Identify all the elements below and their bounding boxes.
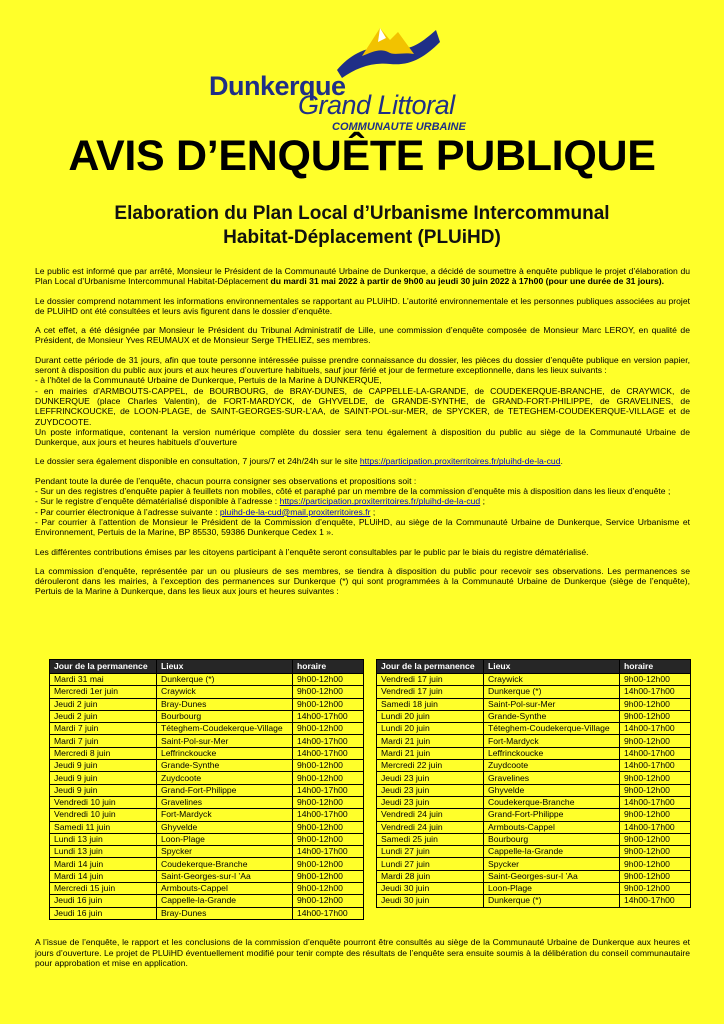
cell-horaire: 14h00-17h00: [293, 747, 364, 759]
paragraph-intro: Le public est informé que par arrêté, Monsieur le Président de la Communauté Urbaine de Dunkerque, a décidé de soumettre à enquête publique le projet d’élaboration du Plan Local d’Urbanisme Intercommunal Habitat-Déplacement du mardi 31 mai 2022 à partir de 9h00 au jeudi 30 juin 2022 à 17h00 (pour une durée de 31 jours).: [35, 266, 690, 287]
cell-jour: Mardi 31 mai: [50, 674, 157, 686]
permanences-table-left: [49, 659, 364, 920]
table-row: [377, 710, 691, 722]
table-row: [377, 796, 691, 808]
cell-horaire: 9h00-12h00: [620, 674, 691, 686]
cell-lieu: Saint-Georges-sur-l ’Aa: [157, 870, 293, 882]
cell-horaire: 14h00-17h00: [293, 710, 364, 722]
cell-lieu: Leffrinckoucke: [484, 747, 620, 759]
logo-text-dunkerque: Dunkerque: [209, 71, 346, 101]
logo-graphic: [332, 22, 442, 82]
cell-lieu: Spycker: [157, 846, 293, 858]
cell-lieu: Loon-Plage: [157, 833, 293, 845]
cell-horaire: 9h00-12h00: [620, 698, 691, 710]
table-row: [50, 895, 364, 907]
registre-link[interactable]: https://participation.proxiterritoires.fr/pluihd-de-la-cud: [279, 496, 481, 507]
cell-horaire: 14h00-17h00: [293, 784, 364, 796]
cell-jour: Mardi 14 juin: [50, 858, 157, 870]
cell-horaire: 14h00-17h00: [620, 796, 691, 808]
cell-jour: Lundi 13 juin: [50, 833, 157, 845]
cell-horaire: 14h00-17h00: [620, 821, 691, 833]
cell-jour: Mardi 21 juin: [377, 735, 484, 747]
table-row: [377, 760, 691, 772]
cell-jour: Jeudi 9 juin: [50, 760, 157, 772]
paragraph-dossier: Le dossier comprend notamment les informations environnementales se rapportant au PLUiHD. L’autorité environnementale et les personnes publiques associées au projet de PLUiHD ont été consultées et leurs avis figurent dans le dossier d’enquête.: [35, 295, 690, 316]
cell-horaire: 14h00-17h00: [293, 735, 364, 747]
table-row: [50, 772, 364, 784]
cell-lieu: Gravelines: [484, 772, 620, 784]
cell-horaire: 9h00-12h00: [293, 674, 364, 686]
cell-jour: Samedi 11 juin: [50, 821, 157, 833]
cell-jour: Jeudi 16 juin: [50, 907, 157, 919]
table-row: [50, 858, 364, 870]
cell-lieu: Zuydcoote: [157, 772, 293, 784]
table-row: [50, 784, 364, 796]
cell-horaire: 9h00-12h00: [293, 723, 364, 735]
cell-lieu: Cappelle-la-Grande: [157, 895, 293, 907]
cell-lieu: Coudekerque-Branche: [157, 858, 293, 870]
table-row: [377, 883, 691, 895]
cell-jour: Lundi 20 juin: [377, 710, 484, 722]
col-header-jour: Jour de la permanence: [377, 660, 484, 674]
cell-lieu: Zuydcoote: [484, 760, 620, 772]
page-title: AVIS D’ENQUÊTE PUBLIQUE: [68, 132, 656, 180]
cell-horaire: 9h00-12h00: [620, 883, 691, 895]
cell-lieu: Cappelle-la-Grande: [484, 846, 620, 858]
cell-jour: Vendredi 24 juin: [377, 809, 484, 821]
table-row: [377, 870, 691, 882]
table-row: [50, 674, 364, 686]
table-row: [377, 772, 691, 784]
cell-jour: Jeudi 9 juin: [50, 784, 157, 796]
cell-jour: Mercredi 22 juin: [377, 760, 484, 772]
paragraph-observations: Pendant toute la durée de l’enquête, chacun pourra consigner ses observations et propositions soit : - Sur un des registres d’enquête papier à feuillets non mobiles, côté et paraphé par un membre de la commission d’enquête mis à disposition dans les lieux d’enquête ; - Sur le registre d’enquête dématérialisé disponible à l’adresse : https://participation.proxiterritoires.fr/pluihd-de-la-cud ; - Par courrier électronique à l’adresse suivante : pluihd-de-la-cud@mail.proxiterritoires.fr ; - Par courrier à l’attention de Monsieur le Président de la Commission d’enquête, PLUiHD, au siège de la Communauté Urbaine de Dunkerque, Service Urbanisme et Environnement, Pertuis de la Marine, BP 85530, 59386 Dunkerque Cedex 1 ».: [35, 475, 690, 538]
cell-horaire: 14h00-17h00: [620, 686, 691, 698]
cell-jour: Jeudi 2 juin: [50, 698, 157, 710]
cell-horaire: 9h00-12h00: [293, 821, 364, 833]
table-row: [377, 846, 691, 858]
cell-horaire: 9h00-12h00: [293, 858, 364, 870]
table-row: [50, 760, 364, 772]
cell-jour: Samedi 18 juin: [377, 698, 484, 710]
cell-jour: Vendredi 24 juin: [377, 821, 484, 833]
subtitle-line-2: Habitat-Déplacement (PLUiHD): [223, 227, 501, 248]
cell-horaire: 9h00-12h00: [620, 858, 691, 870]
paragraph-contributions: Les différentes contributions émises par les citoyens participant à l’enquête seront consultables par le public par le biais du registre dématérialisé.: [35, 546, 589, 557]
cell-horaire: 14h00-17h00: [620, 723, 691, 735]
cell-horaire: 9h00-12h00: [620, 784, 691, 796]
paragraph-commission: A cet effet, a été désignée par Monsieur le Président du Tribunal Administratif de Lille, une commission d’enquête composée de Monsieur Marc LEROY, en qualité de Président, de Monsieur Yves REUMAUX et de Monsieur Serge THELIEZ, ses membres.: [35, 325, 690, 346]
table-row: [377, 833, 691, 845]
cell-lieu: Grande-Synthe: [484, 710, 620, 722]
table-header-row: [50, 660, 364, 674]
table-row: [377, 784, 691, 796]
cell-jour: Mercredi 15 juin: [50, 883, 157, 895]
paragraph-lieux: Durant cette période de 31 jours, afin que toute personne intéressée puisse prendre connaissance du dossier, les pièces du dossier d’enquête publique en version papier, seront à disposition du public aux jours et aux heures d’ouverture habituels, sauf jour férié et jour de fermeture exceptionnelle, dans les lieux suivants : - à l’hôtel de la Communauté Urbaine de Dunkerque, Pertuis de la Marine à DUNKERQUE, - en mairies d’ARMBOUTS-CAPPEL, de BOURBOURG, de BRAY-DUNES, de CAPPELLE-LA-GRANDE, de COUDEKERQUE-BRANCHE, de CRAYWICK, de DUNKERQUE (place Charles Valentin), de FORT-MARDYCK, de GHYVELDE, de GRANDE-SYNTHE, de GRAND-FORT-PHILIPPE, de GRAVELINES, de LEFFRINCKOUCKE, de LOON-PLAGE, de SAINT-GEORGES-SUR-L’AA, de SAINT-POL-sur-MER, de SPYCKER, de TETEGHEM-COUDEKERQUE-VILLAGE et de ZUYDCOOTE. Un poste informatique, contenant la version numérique complète du dossier sera tenu également à disposition du public au siège de la Communauté Urbaine de Dunkerque, aux jours et heures habituels d’ouverture: [35, 354, 690, 448]
cell-lieu: Loon-Plage: [484, 883, 620, 895]
cell-jour: Jeudi 9 juin: [50, 772, 157, 784]
table-row: [50, 735, 364, 747]
cell-jour: Mardi 14 juin: [50, 870, 157, 882]
cell-lieu: Spycker: [484, 858, 620, 870]
table-row: [50, 821, 364, 833]
table-row: [50, 710, 364, 722]
cell-horaire: 9h00-12h00: [620, 809, 691, 821]
logo-text-grand-littoral: Grand Littoral: [298, 90, 455, 120]
cell-lieu: Craywick: [484, 674, 620, 686]
table-header-row: [377, 660, 691, 674]
cell-jour: Jeudi 16 juin: [50, 895, 157, 907]
table-row: [50, 846, 364, 858]
cell-horaire: 9h00-12h00: [293, 698, 364, 710]
table-row: [50, 723, 364, 735]
subtitle-line-1: Elaboration du Plan Local d’Urbanisme Intercommunal: [114, 203, 610, 224]
table-row: [377, 698, 691, 710]
cell-horaire: 9h00-12h00: [293, 760, 364, 772]
cell-lieu: Téteghem-Coudekerque-Village: [157, 723, 293, 735]
col-header-horaire: horaire: [293, 660, 364, 674]
cell-jour: Vendredi 17 juin: [377, 686, 484, 698]
col-header-lieux: Lieux: [484, 660, 620, 674]
cell-lieu: Grand-Fort-Philippe: [484, 809, 620, 821]
cell-jour: Lundi 13 juin: [50, 846, 157, 858]
table-row: [377, 821, 691, 833]
logo-text-communaute: COMMUNAUTE URBAINE: [332, 121, 466, 133]
cell-jour: Lundi 27 juin: [377, 846, 484, 858]
cell-jour: Samedi 25 juin: [377, 833, 484, 845]
cell-horaire: 9h00-12h00: [293, 883, 364, 895]
cell-jour: Vendredi 17 juin: [377, 674, 484, 686]
cell-lieu: Dunkerque (*): [484, 686, 620, 698]
cell-jour: Vendredi 10 juin: [50, 809, 157, 821]
cell-lieu: Leffrinckoucke: [157, 747, 293, 759]
cell-horaire: 9h00-12h00: [293, 870, 364, 882]
cell-lieu: Bray-Dunes: [157, 698, 293, 710]
table-row: [377, 858, 691, 870]
table-row: [377, 723, 691, 735]
notice-body: [35, 266, 690, 606]
cell-horaire: 14h00-17h00: [293, 907, 364, 919]
cell-horaire: 14h00-17h00: [620, 747, 691, 759]
participation-link[interactable]: https://participation.proxiterritoires.fr/pluihd-de-la-cud: [359, 456, 561, 467]
cell-horaire: 9h00-12h00: [620, 710, 691, 722]
cell-horaire: 9h00-12h00: [293, 833, 364, 845]
cell-lieu: Gravelines: [157, 796, 293, 808]
col-header-jour: Jour de la permanence: [50, 660, 157, 674]
table-row: [377, 809, 691, 821]
cell-jour: Lundi 27 juin: [377, 858, 484, 870]
cell-jour: Vendredi 10 juin: [50, 796, 157, 808]
cell-lieu: Ghyvelde: [157, 821, 293, 833]
cell-jour: Jeudi 23 juin: [377, 784, 484, 796]
cell-jour: Jeudi 23 juin: [377, 772, 484, 784]
cell-lieu: Ghyvelde: [484, 784, 620, 796]
cell-lieu: Armbouts-Cappel: [484, 821, 620, 833]
cell-horaire: 14h00-17h00: [293, 809, 364, 821]
cell-horaire: 9h00-12h00: [620, 833, 691, 845]
cell-jour: Mardi 7 juin: [50, 723, 157, 735]
footer-paragraph: A l’issue de l’enquête, le rapport et les conclusions de la commission d’enquête pourront être consultés au siège de la Communauté Urbaine de Dunkerque aux heures et jours d’ouverture. Le projet de PLUiHD éventuellement modifié pour tenir compte des résultats de l’enquête sera ensuite soumis à la délibération du conseil communautaire pour approbation et mise en application.: [35, 937, 690, 968]
cell-jour: Jeudi 2 juin: [50, 710, 157, 722]
cell-lieu: Bourbourg: [157, 710, 293, 722]
cell-lieu: Bourbourg: [484, 833, 620, 845]
cell-horaire: 9h00-12h00: [620, 846, 691, 858]
cell-lieu: Saint-Pol-sur-Mer: [484, 698, 620, 710]
table-row: [50, 883, 364, 895]
table-row: [50, 747, 364, 759]
cell-jour: Mardi 28 juin: [377, 870, 484, 882]
table-row: [377, 686, 691, 698]
table-row: [50, 698, 364, 710]
cell-horaire: 9h00-12h00: [620, 735, 691, 747]
cell-lieu: Bray-Dunes: [157, 907, 293, 919]
cell-jour: Mercredi 1er juin: [50, 686, 157, 698]
cell-horaire: 14h00-17h00: [620, 760, 691, 772]
table-row: [377, 735, 691, 747]
cell-horaire: 9h00-12h00: [293, 686, 364, 698]
cell-lieu: Saint-Georges-sur-l ’Aa: [484, 870, 620, 882]
table-row: [50, 833, 364, 845]
cell-horaire: 9h00-12h00: [293, 895, 364, 907]
email-link[interactable]: pluihd-de-la-cud@mail.proxiterritoires.fr: [219, 506, 371, 517]
cell-lieu: Saint-Pol-sur-Mer: [157, 735, 293, 747]
table-row: [377, 674, 691, 686]
cell-horaire: 9h00-12h00: [620, 870, 691, 882]
cell-horaire: 9h00-12h00: [620, 772, 691, 784]
cell-jour: Mercredi 8 juin: [50, 747, 157, 759]
col-header-lieux: Lieux: [157, 660, 293, 674]
cell-lieu: Armbouts-Cappel: [157, 883, 293, 895]
table-row: [377, 895, 691, 907]
cell-jour: Jeudi 23 juin: [377, 796, 484, 808]
cell-lieu: Grande-Synthe: [157, 760, 293, 772]
table-row: [50, 686, 364, 698]
paragraph-online: Le dossier sera également disponible en consultation, 7 jours/7 et 24h/24h sur le site https://participation.proxiterritoires.fr/pluihd-de-la-cud.: [35, 456, 563, 467]
cell-horaire: 9h00-12h00: [293, 796, 364, 808]
table-row: [50, 907, 364, 919]
col-header-horaire: horaire: [620, 660, 691, 674]
cell-jour: Mardi 21 juin: [377, 747, 484, 759]
enquete-dates: du mardi 31 mai 2022 à partir de 9h00 au jeudi 30 juin 2022 à 17h00 (pour une durée de 31 jours).: [270, 276, 665, 287]
logo: [0, 22, 724, 133]
cell-jour: Jeudi 30 juin: [377, 895, 484, 907]
table-row: [50, 809, 364, 821]
cell-horaire: 14h00-17h00: [620, 895, 691, 907]
paragraph-permanences: La commission d’enquête, représentée par un ou plusieurs de ses membres, se tiendra à disposition du public pour recevoir ses observations. Les permanences se dérouleront dans les mairies, à l’exception des permanences sur Dunkerque (*) qui sont programmées à la Communauté Urbaine de Dunkerque (siège de l’enquête), Pertuis de la Marine à Dunkerque, dans les lieux aux jours et heures suivantes :: [35, 565, 690, 597]
cell-horaire: 14h00-17h00: [293, 846, 364, 858]
cell-jour: Mardi 7 juin: [50, 735, 157, 747]
cell-horaire: 9h00-12h00: [293, 772, 364, 784]
table-row: [377, 747, 691, 759]
cell-lieu: Téteghem-Coudekerque-Village: [484, 723, 620, 735]
permanences-table-right: [376, 659, 691, 908]
cell-lieu: Fort-Mardyck: [484, 735, 620, 747]
cell-jour: Lundi 20 juin: [377, 723, 484, 735]
cell-lieu: Craywick: [157, 686, 293, 698]
cell-lieu: Dunkerque (*): [157, 674, 293, 686]
cell-jour: Jeudi 30 juin: [377, 883, 484, 895]
cell-lieu: Coudekerque-Branche: [484, 796, 620, 808]
cell-lieu: Dunkerque (*): [484, 895, 620, 907]
table-row: [50, 796, 364, 808]
cell-lieu: Grand-Fort-Philippe: [157, 784, 293, 796]
table-row: [50, 870, 364, 882]
cell-lieu: Fort-Mardyck: [157, 809, 293, 821]
page-subtitle: [40, 202, 684, 250]
